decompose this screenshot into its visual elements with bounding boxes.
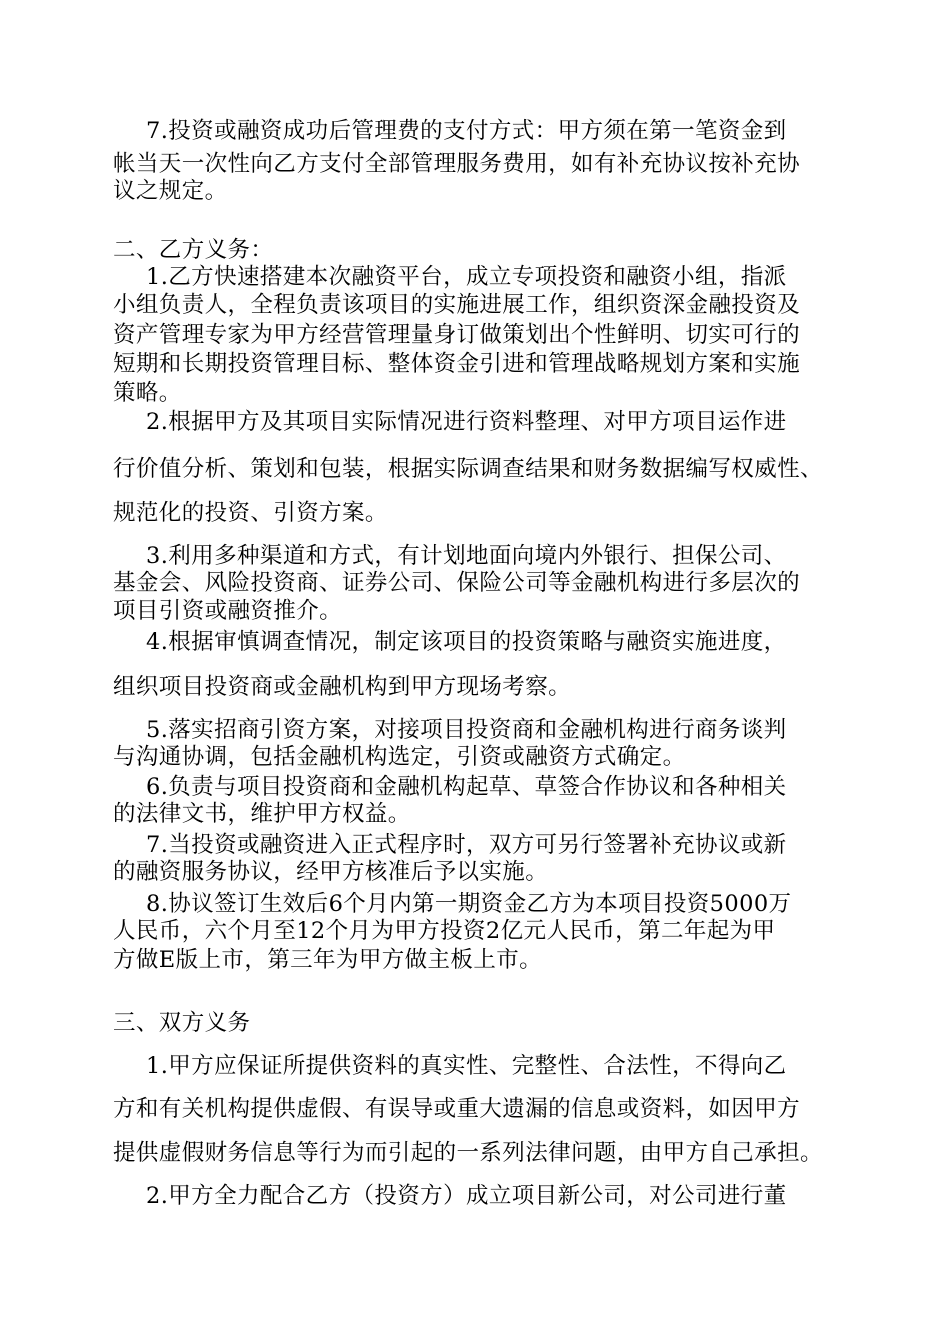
section-heading-mutual-obligations: 三、双方义务 xyxy=(113,1010,251,1036)
party-b-item-8-line-1: 8.协议签订生效后6个月内第一期资金乙方为本项目投资5000万 xyxy=(146,891,792,917)
party-b-item-1-line-5: 策略。 xyxy=(113,380,182,406)
mutual-item-1-line-2: 方和有关机构提供虚假、有误导或重大遗漏的信息或资料，如因甲方 xyxy=(113,1096,801,1122)
mutual-item-2-line-1: 2.甲方全力配合乙方（投资方）成立项目新公司，对公司进行董 xyxy=(146,1183,787,1209)
party-b-item-7-line-2: 的融资服务协议，经甲方核准后予以实施。 xyxy=(113,859,549,885)
mutual-item-1-line-3: 提供虚假财务信息等行为而引起的一系列法律问题，由甲方自己承担。 xyxy=(113,1140,823,1166)
party-b-item-3-line-1: 3.利用多种渠道和方式，有计划地面向境内外银行、担保公司、 xyxy=(146,543,787,569)
party-b-item-4-line-1: 4.根据审慎调查情况，制定该项目的投资策略与融资实施进度， xyxy=(146,629,787,655)
clause-7-fee-payment-line-2: 帐当天一次性向乙方支付全部管理服务费用，如有补充协议按补充协 xyxy=(113,151,801,177)
party-b-item-7-line-1: 7.当投资或融资进入正式程序时，双方可另行签署补充协议或新 xyxy=(146,832,787,858)
party-b-item-2-line-3: 规范化的投资、引资方案。 xyxy=(113,500,388,526)
party-b-item-5-line-1: 5.落实招商引资方案，对接项目投资商和金融机构进行商务谈判 xyxy=(146,717,787,743)
party-b-item-8-line-3: 方做E版上市，第三年为甲方做主板上市。 xyxy=(113,947,543,973)
party-b-item-5-line-2: 与沟通协调，包括金融机构选定，引资或融资方式确定。 xyxy=(113,744,686,770)
party-b-item-6-line-1: 6.负责与项目投资商和金融机构起草、草签合作协议和各种相关 xyxy=(146,774,787,800)
party-b-item-6-line-2: 的法律文书，维护甲方权益。 xyxy=(113,801,411,827)
party-b-item-1-line-2: 小组负责人，全程负责该项目的实施进展工作，组织资深金融投资及 xyxy=(113,292,801,318)
party-b-item-2-line-1: 2.根据甲方及其项目实际情况进行资料整理、对甲方项目运作进 xyxy=(146,409,787,435)
party-b-item-1-line-4: 短期和长期投资管理目标、整体资金引进和管理战略规划方案和实施 xyxy=(113,351,801,377)
party-b-item-1-line-1: 1.乙方快速搭建本次融资平台，成立专项投资和融资小组，指派 xyxy=(146,264,787,290)
party-b-item-2-line-2: 行价值分析、策划和包装，根据实际调查结果和财务数据编写权威性、 xyxy=(113,456,823,482)
clause-7-fee-payment-line-1: 7.投资或融资成功后管理费的支付方式：甲方须在第一笔资金到 xyxy=(146,118,787,144)
party-b-item-8-line-2: 人民币，六个月至12个月为甲方投资2亿元人民币，第二年起为甲 xyxy=(113,918,776,944)
party-b-item-3-line-2: 基金会、风险投资商、证券公司、保险公司等金融机构进行多层次的 xyxy=(113,570,801,596)
party-b-item-1-line-3: 资产管理专家为甲方经营管理量身订做策划出个性鲜明、切实可行的 xyxy=(113,322,801,348)
party-b-item-4-line-2: 组织项目投资商或金融机构到甲方现场考察。 xyxy=(113,674,572,700)
mutual-item-1-line-1: 1.甲方应保证所提供资料的真实性、完整性、合法性，不得向乙 xyxy=(146,1053,787,1079)
clause-7-fee-payment-line-3: 议之规定。 xyxy=(113,178,228,204)
section-heading-party-b-obligations: 二、乙方义务： xyxy=(113,237,274,263)
party-b-item-3-line-3: 项目引资或融资推介。 xyxy=(113,598,343,624)
